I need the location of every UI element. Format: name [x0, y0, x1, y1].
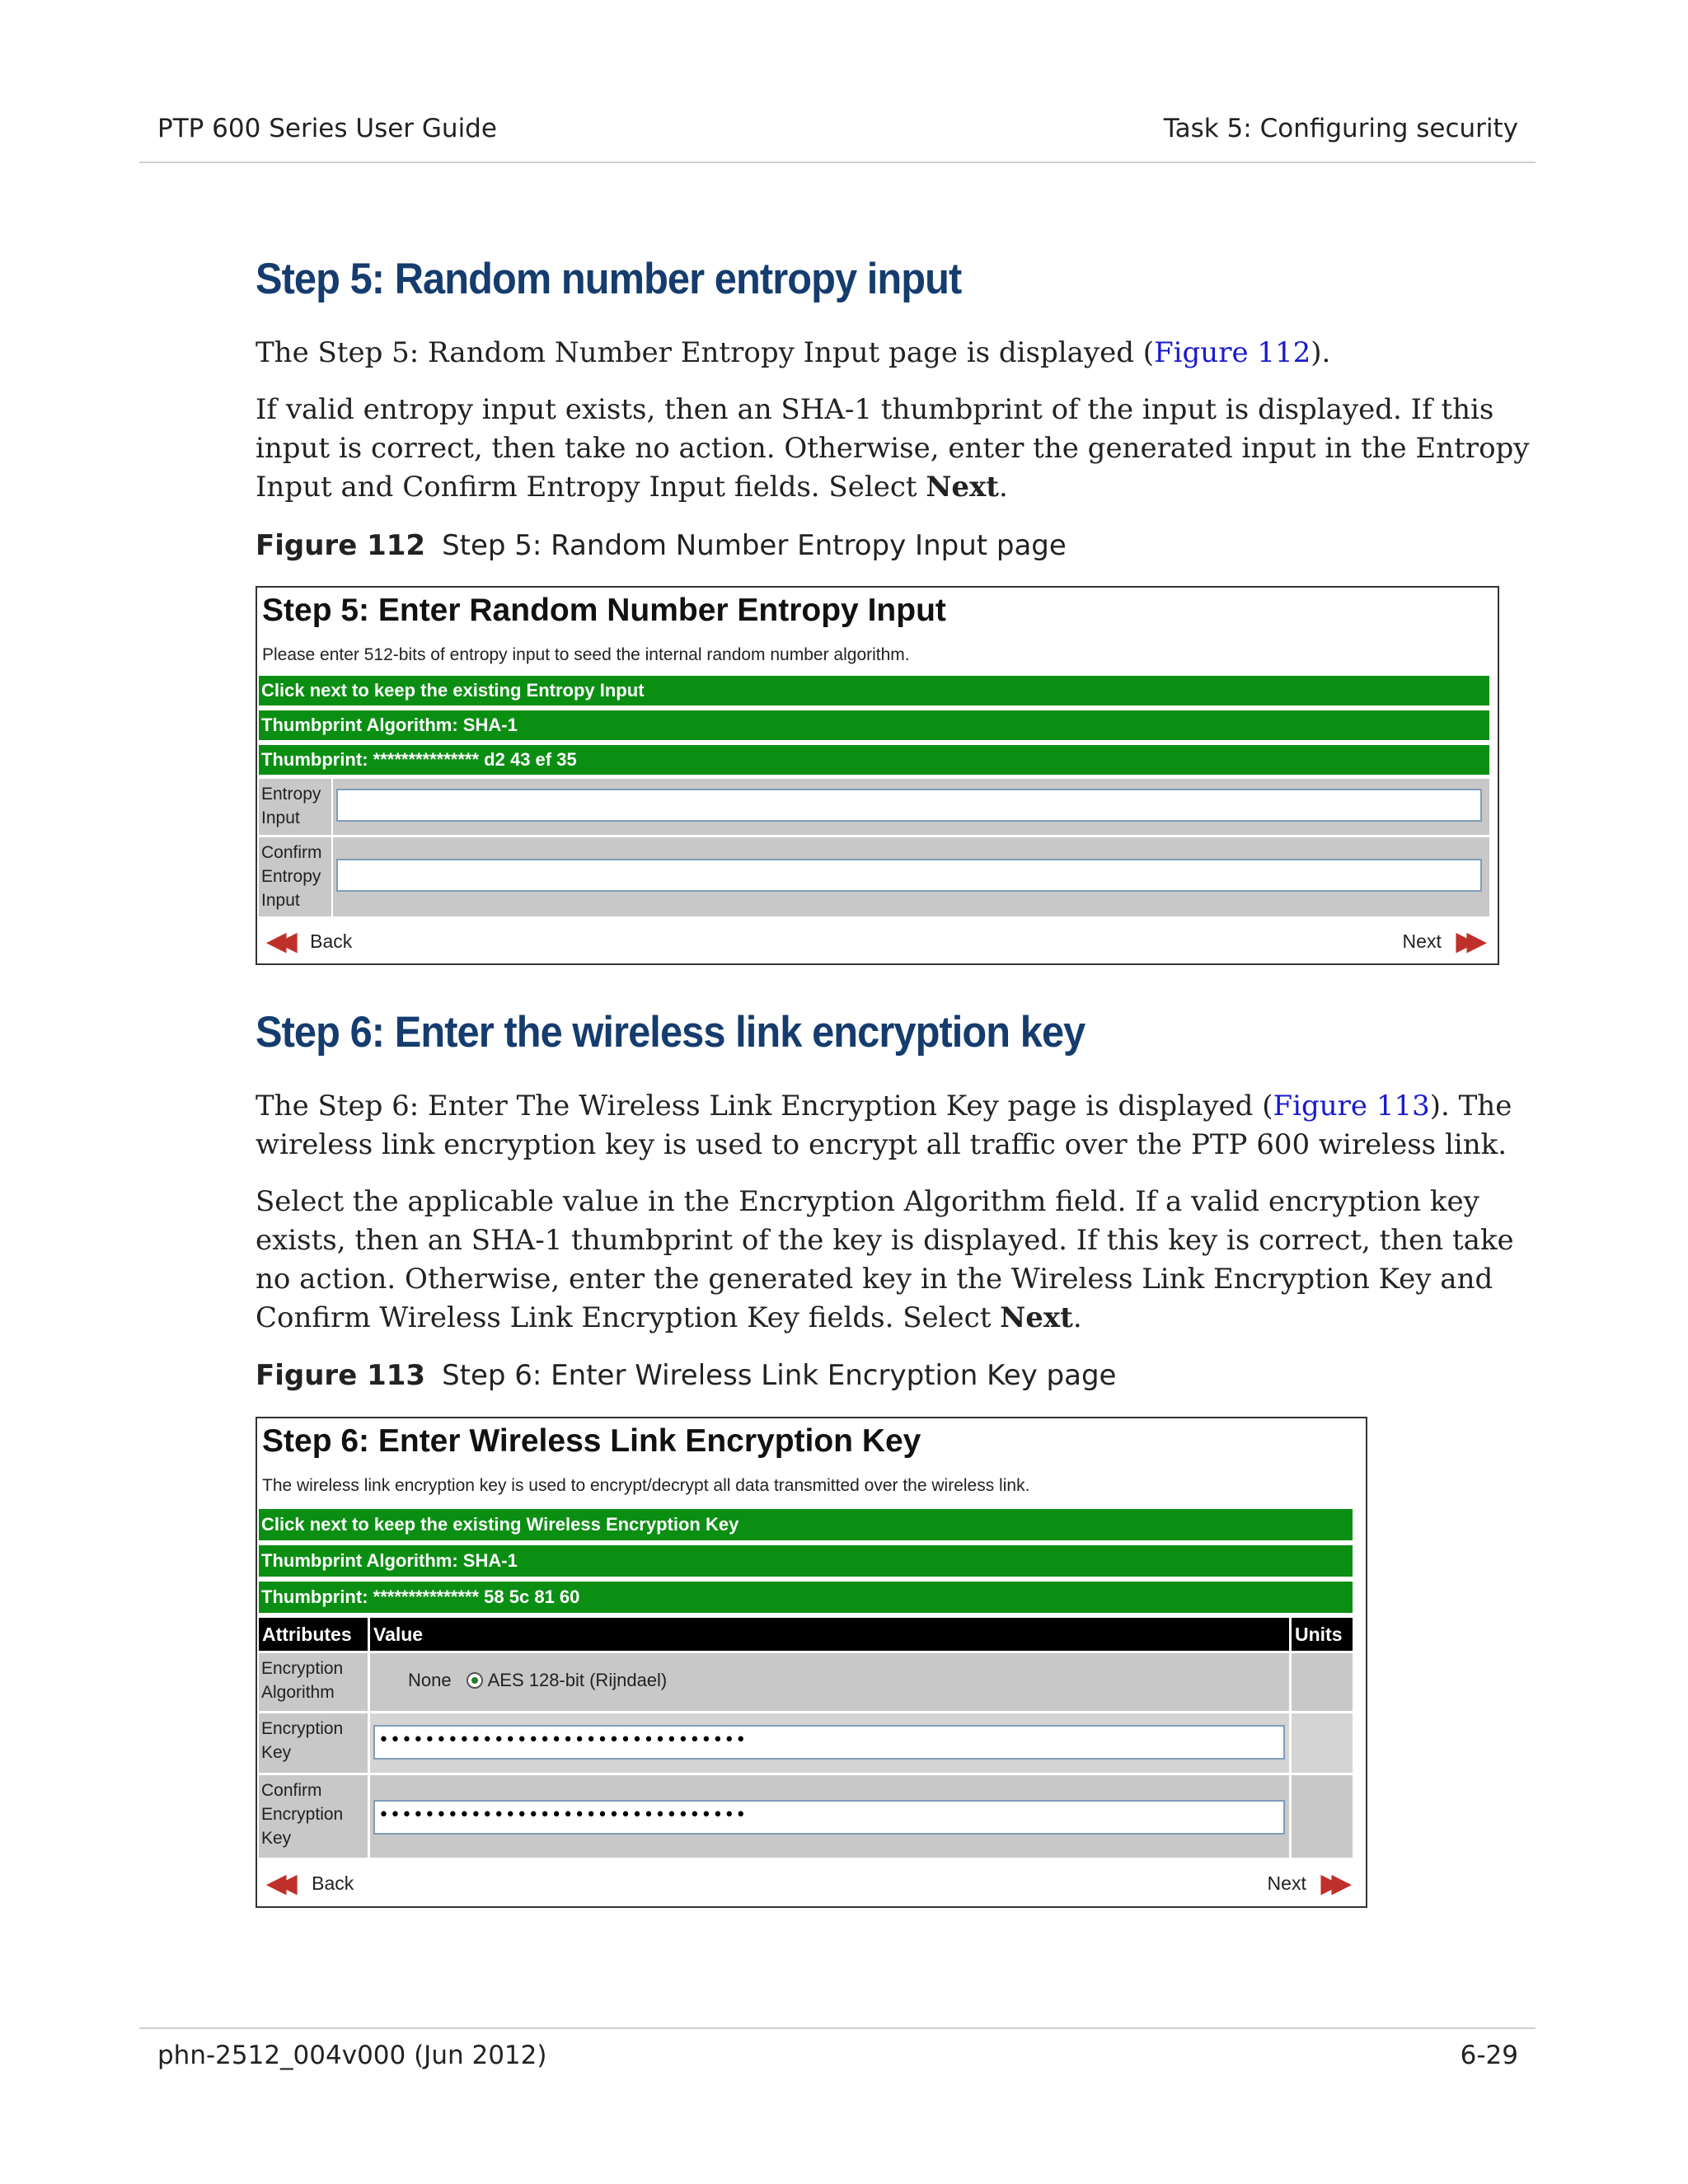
step5-p1-text: The Step 5: Random Number Entropy Input page is displayed (: [256, 336, 1155, 369]
entropy-input-label: Entropy Input: [259, 779, 331, 835]
encryption-algorithm-cell: [370, 1653, 1289, 1711]
step6-p2-next: Next: [1000, 1301, 1073, 1334]
step6-p2-text: Select the applicable value in the Encryption Algorithm field. If a valid encryption key exists, then an SHA-1 thumbprint of the key is displayed. If this key is correct, then take no action. Otherwise, enter the generated key in the Wireless Link Encryption Key and Confirm Wireless Link Encryption Key fields. Select: [256, 1185, 1514, 1334]
encryption-next-button[interactable]: [1268, 1869, 1343, 1898]
confirm-encryption-key-units: [1292, 1775, 1353, 1858]
step6-p1-text: The Step 6: Enter The Wireless Link Encryption Key page is displayed (: [256, 1090, 1273, 1122]
col-units-header: Units: [1292, 1618, 1353, 1651]
step6-p2-end: .: [1072, 1301, 1082, 1334]
entropy-input-cell: [333, 779, 1489, 835]
footer-doc-id: phn-2512_004v000 (Jun 2012): [157, 2041, 547, 2070]
next-arrows-icon: ▶▶: [1456, 928, 1478, 955]
encryption-key-field[interactable]: ••••••••••••••••••••••••••••••••: [373, 1725, 1285, 1760]
figure-112-link[interactable]: Figure 112: [1154, 336, 1311, 369]
radio-aes-label[interactable]: AES 128-bit (Rijndael): [487, 1670, 668, 1690]
step6-paragraph-1: [256, 1087, 1541, 1165]
encryption-algorithm-label: Encryption Algorithm: [259, 1653, 368, 1711]
confirm-encryption-key-field[interactable]: ••••••••••••••••••••••••••••••••: [373, 1800, 1285, 1835]
header-doc-title: PTP 600 Series User Guide: [157, 114, 497, 143]
header-section-title: Task 5: Configuring security: [1163, 114, 1518, 143]
header-rule: [139, 162, 1536, 163]
entropy-page-title: Step 5: Enter Random Number Entropy Input: [262, 593, 946, 628]
entropy-input-field[interactable]: [336, 789, 1482, 822]
figure-113-caption: [256, 1359, 1116, 1392]
figure-113-link[interactable]: Figure 113: [1273, 1090, 1430, 1122]
confirm-entropy-input-cell: [333, 837, 1489, 916]
step5-paragraph-2: [256, 391, 1541, 507]
keep-entropy-bar: Click next to keep the existing Entropy Input: [259, 676, 1489, 705]
step5-p1-end: ).: [1311, 336, 1331, 369]
step6-heading: Step 6: Enter the wireless link encryption key: [256, 1008, 1085, 1057]
encryption-page-title: Step 6: Enter Wireless Link Encryption Key: [262, 1423, 921, 1459]
back-arrows-icon: ◀◀: [267, 928, 289, 955]
thumbprint-algorithm-bar: Thumbprint Algorithm: SHA-1: [259, 710, 1489, 740]
keep-key-bar: Click next to keep the existing Wireless Encryption Key: [259, 1509, 1353, 1540]
step5-heading: Step 5: Random number entropy input: [256, 255, 962, 303]
figure-112-caption-text: Step 5: Random Number Entropy Input page: [442, 529, 1067, 562]
step5-p2-text: If valid entropy input exists, then an SHA-1 thumbprint of the input is displayed. If this input is correct, then take no action. Otherwise, enter the generated input in the Entropy Input and Confirm Entropy Input fields. Select: [256, 393, 1530, 504]
footer-rule: [139, 2027, 1536, 2029]
step6-p1-end: ). The wireless link encryption key is used to encrypt all traffic over the PTP 600 wireless link.: [256, 1090, 1512, 1161]
encryption-back-button[interactable]: [267, 1869, 354, 1898]
entropy-back-label: Back: [310, 930, 353, 952]
figure-112-screenshot: [256, 586, 1499, 965]
confirm-entropy-input-field[interactable]: [336, 859, 1482, 892]
entropy-back-button[interactable]: [267, 927, 352, 956]
encryption-key-cell: [370, 1713, 1289, 1773]
col-value-header: Value: [370, 1618, 1289, 1651]
entropy-next-button[interactable]: [1403, 927, 1478, 956]
footer-page-number: 6-29: [1460, 2041, 1518, 2070]
col-attributes-header: Attributes: [259, 1618, 368, 1651]
confirm-entropy-input-label: Confirm Entropy Input: [259, 837, 331, 916]
radio-aes-icon[interactable]: [467, 1672, 483, 1689]
step5-p2-end: .: [999, 471, 1008, 504]
entropy-next-label: Next: [1402, 930, 1442, 952]
next-arrows-icon: ▶▶: [1320, 1870, 1343, 1897]
encryption-key-label: Encryption Key: [259, 1713, 368, 1773]
figure-113-label: Figure 113: [256, 1359, 426, 1392]
confirm-encryption-key-cell: [370, 1775, 1289, 1858]
step5-paragraph-1: [256, 334, 1541, 373]
figure-113-screenshot: [256, 1417, 1367, 1908]
confirm-encryption-key-label: Confirm Encryption Key: [259, 1775, 368, 1858]
figure-112-caption: [256, 529, 1067, 562]
thumbprint-bar: Thumbprint: *************** d2 43 ef 35: [259, 745, 1489, 775]
encryption-page-subtitle: The wireless link encryption key is used to encrypt/decrypt all data transmitted over the wireless link.: [262, 1476, 1030, 1495]
figure-113-caption-text: Step 6: Enter Wireless Link Encryption Key page: [442, 1359, 1117, 1392]
encryption-next-label: Next: [1267, 1872, 1306, 1894]
step6-paragraph-2: [256, 1183, 1550, 1338]
radio-none-label[interactable]: None: [408, 1670, 452, 1690]
entropy-page-subtitle: Please enter 512-bits of entropy input to seed the internal random number algorithm.: [262, 645, 910, 664]
encryption-algorithm-units: [1292, 1653, 1353, 1711]
step5-p2-next: Next: [926, 471, 1000, 504]
thumbprint-bar: Thumbprint: *************** 58 5c 81 60: [259, 1582, 1353, 1613]
encryption-key-units: [1292, 1713, 1353, 1773]
figure-112-label: Figure 112: [256, 529, 426, 562]
encryption-back-label: Back: [312, 1872, 354, 1894]
back-arrows-icon: ◀◀: [267, 1870, 289, 1897]
thumbprint-algorithm-bar: Thumbprint Algorithm: SHA-1: [259, 1545, 1353, 1577]
